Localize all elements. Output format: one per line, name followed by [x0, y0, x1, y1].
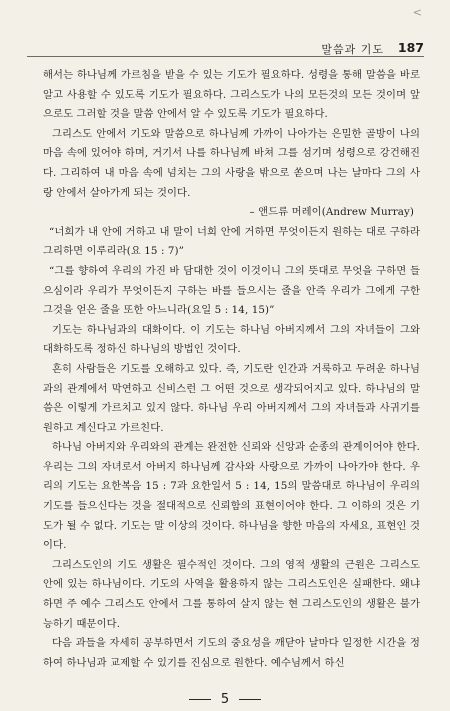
- scripture-quote-1: “너희가 내 안에 거하고 내 말이 너희 안에 거하면 무엇이든지 원하는 대로 구하라 그리하면 이루리라(요 15 : 7)”: [43, 225, 420, 258]
- attribution: – 앤드류 머레이(Andrew Murray): [249, 206, 414, 219]
- scripture-quote-2: “그를 향하여 우리의 가진 바 담대한 것이 이것이니 그의 뜻대로 무엇을 구하면 들으심이라 우리가 무엇이든지 구하는 바를 들으시는 줄을 안즉 우리가 그에게 구한 그것을 얻은 줄을 또한 아느니라(요일 5 : 14, 15)”: [43, 264, 420, 317]
- paragraph-3: 기도는 하나님과의 대화이다. 이 기도는 하나님 아버지께서 그의 자녀들이 그와 대화하도록 정하신 하나님의 방법인 것이다.: [43, 323, 420, 356]
- page-number: 187: [397, 40, 424, 55]
- footer-dash-left: [189, 699, 211, 700]
- running-header: [27, 41, 424, 57]
- header-rule: [27, 56, 424, 57]
- paragraph-5: 하나님 아버지와 우리와의 관계는 완전한 신뢰와 신앙과 순종의 관계이어야 한다. 우리는 그의 자녀로서 아버지 하나님께 감사와 사랑으로 가까이 나아가야 한다. 우리의 기도는 요한복음 15 : 7과 요한일서 5 : 14, 15의 말씀대로 하나님이 우리의 기도를 들으신다는 것을 절대적으로 신뢰함의 표현이어야 한다. 그 이하의 것은 기도가 될 수 없다. 기도는 말 이상의 것이다. 하나님을 향한 마음의 자세요, 표현인 것이다.: [43, 441, 420, 552]
- paragraph-7: 다음 과들을 자세히 공부하면서 기도의 중요성을 깨닫아 날마다 일정한 시간을 정하여 하나님과 교제할 수 있기를 진심으로 원한다. 예수님께서 하신: [43, 637, 420, 669]
- paragraph-4: 흔히 사람들은 기도를 오해하고 있다. 즉, 기도란 인간과 거룩하고 두려운 하나님과의 관계에서 막연하고 신비스런 그 어떤 것으로 생각되어지고 있다. 하나님의 말씀은 이렇게 가르치고 있지 않다. 하나님 우리 아버지께서 그의 자녀들과 사귀기를 원하고 계신다고 가르친다.: [43, 362, 420, 434]
- footer-page-label: 5: [220, 692, 230, 707]
- paragraph-2: 그리스도 안에서 기도와 말씀으로 하나님께 가까이 나아가는 은밀한 골방이 나의 마음 속에 있어야 하며, 거기서 나를 하나님께 바쳐 그를 섬기며 성령으로 강건해진다. 그리하여 내 마음 속에 넘치는 그의 사랑을 밖으로 쏟으며 나는 날마다 그의 사랑 안에서 살아가게 되는 것이다.: [43, 127, 420, 199]
- corner-mark: <: [412, 6, 422, 19]
- page-body: [43, 66, 420, 673]
- paragraph-1: 해서는 하나님께 가르침을 받을 수 있는 기도가 필요하다. 성령을 통해 말씀을 바로 알고 사용할 수 있도록 기도가 필요하다. 그리스도가 나의 모든것의 모든 것이며 앞으로도 그러할 것을 말씀 안에서 알 수 있도록 기도가 필요하다.: [43, 69, 420, 121]
- chapter-title: 말씀과 기도: [321, 43, 384, 56]
- footer-dash-right: [239, 699, 261, 700]
- page-footer: [0, 692, 450, 707]
- paragraph-6: 그리스도인의 기도 생활은 필수적인 것이다. 그의 영적 생활의 근원은 그리스도 안에 있는 하나님이다. 기도의 사역을 활용하지 않는 그리스도인은 실패한다. 왜냐하면 주 예수 그리스도 안에서 그를 통하여 살지 않는 현 그리스도인의 생활은 불가능하기 때문이다.: [43, 558, 420, 630]
